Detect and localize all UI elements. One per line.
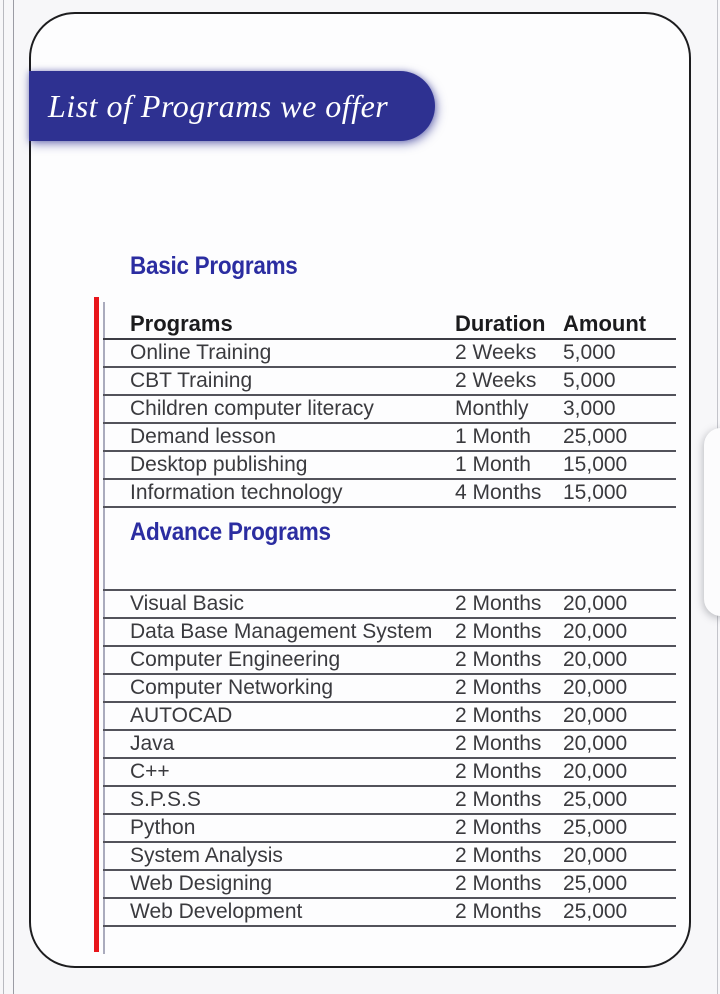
edge-panel-handle[interactable] [704,428,720,616]
duration-cell: 2 Months [455,646,563,674]
program-cell: AUTOCAD [103,702,455,730]
table-row [103,842,676,870]
column-header-programs: Programs [103,310,455,339]
amount-cell: 20,000 [563,618,676,646]
amount-cell: 20,000 [563,842,676,870]
table-row [103,618,676,646]
duration-cell: 2 Months [455,814,563,842]
program-cell: Web Designing [103,870,455,898]
duration-cell: 1 Month [455,423,563,451]
amount-cell: 20,000 [563,590,676,618]
table-row [103,702,676,730]
advance-programs-table [103,589,676,927]
title-banner [29,71,435,141]
program-cell: Data Base Management System [103,618,455,646]
page-title: List of Programs we offer [48,87,389,124]
duration-cell: Monthly [455,395,563,423]
amount-cell: 25,000 [563,423,676,451]
amount-cell: 20,000 [563,730,676,758]
program-list-page [29,12,691,968]
duration-cell: 2 Weeks [455,367,563,395]
duration-cell: 2 Months [455,702,563,730]
table-row [103,898,676,926]
table-row [103,730,676,758]
column-header-duration: Duration [455,310,563,339]
amount-cell: 20,000 [563,674,676,702]
section-heading-advance: Advance Programs [130,518,331,546]
table-row [103,423,676,451]
table-row [103,590,676,618]
section-heading-basic: Basic Programs [130,252,298,280]
duration-cell: 2 Months [455,842,563,870]
table-row [103,674,676,702]
table-row [103,479,676,507]
amount-cell: 20,000 [563,702,676,730]
program-cell: Visual Basic [103,590,455,618]
duration-cell: 2 Months [455,674,563,702]
duration-cell: 2 Months [455,730,563,758]
program-cell: S.P.S.S [103,786,455,814]
program-cell: Demand lesson [103,423,455,451]
program-cell: Children computer literacy [103,395,455,423]
amount-cell: 25,000 [563,814,676,842]
duration-cell: 1 Month [455,451,563,479]
table-row [103,451,676,479]
basic-programs-table [103,310,676,508]
duration-cell: 2 Months [455,786,563,814]
program-cell: Java [103,730,455,758]
duration-cell: 2 Months [455,590,563,618]
duration-cell: 2 Months [455,870,563,898]
amount-cell: 25,000 [563,786,676,814]
amount-cell: 3,000 [563,395,676,423]
program-cell: Online Training [103,339,455,367]
program-cell: Computer Networking [103,674,455,702]
program-cell: C++ [103,758,455,786]
program-cell: Computer Engineering [103,646,455,674]
amount-cell: 15,000 [563,451,676,479]
program-cell: System Analysis [103,842,455,870]
table-row [103,786,676,814]
duration-cell: 2 Months [455,618,563,646]
amount-cell: 20,000 [563,758,676,786]
column-header-amount: Amount [563,310,676,339]
page-stack-edge-line [3,0,4,994]
table-row [103,367,676,395]
table-row [103,870,676,898]
program-cell: CBT Training [103,367,455,395]
program-cell: Web Development [103,898,455,926]
program-cell: Python [103,814,455,842]
table-header-row [103,310,676,339]
amount-cell: 5,000 [563,339,676,367]
duration-cell: 2 Weeks [455,339,563,367]
table-row [103,395,676,423]
program-cell: Desktop publishing [103,451,455,479]
duration-cell: 2 Months [455,758,563,786]
table-row [103,339,676,367]
page-stack-edge-line [13,0,14,994]
program-cell: Information technology [103,479,455,507]
amount-cell: 20,000 [563,646,676,674]
table-row [103,814,676,842]
amount-cell: 25,000 [563,898,676,926]
table-row [103,646,676,674]
red-accent-rule [94,297,99,952]
amount-cell: 15,000 [563,479,676,507]
amount-cell: 5,000 [563,367,676,395]
amount-cell: 25,000 [563,870,676,898]
duration-cell: 4 Months [455,479,563,507]
table-row [103,758,676,786]
duration-cell: 2 Months [455,898,563,926]
